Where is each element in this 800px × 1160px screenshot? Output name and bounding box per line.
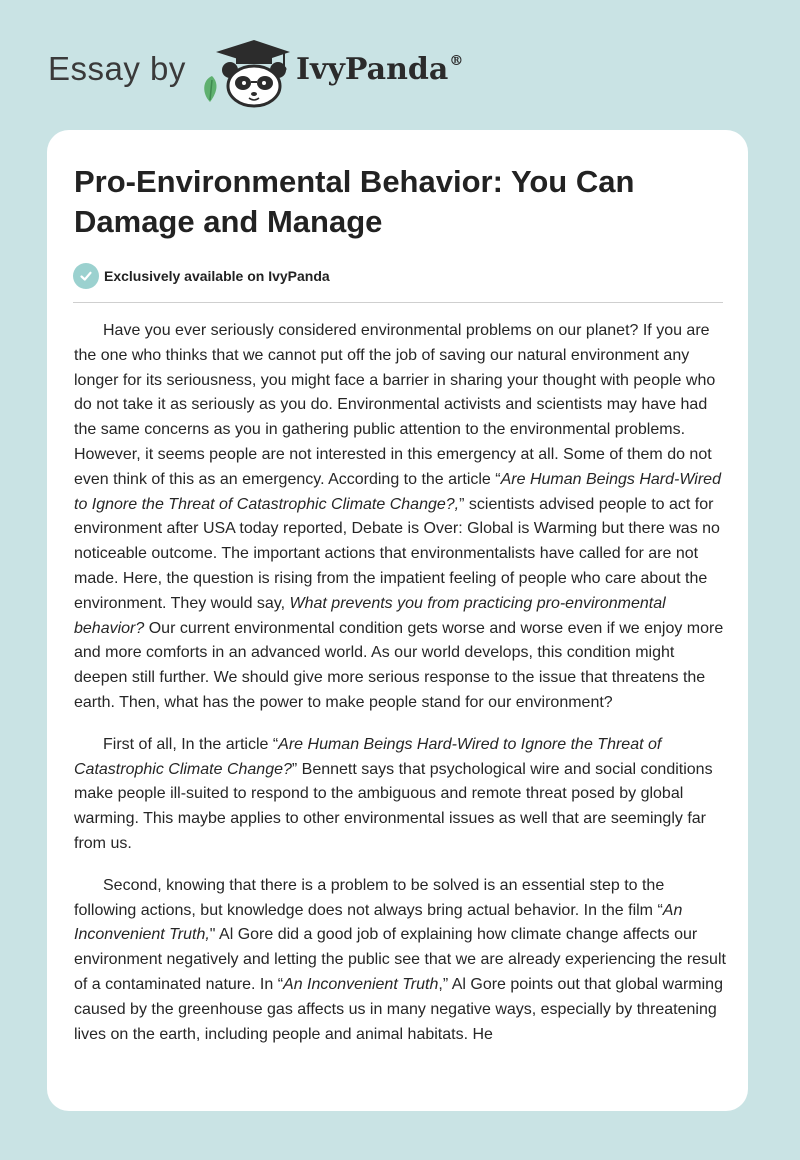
paragraph-2: First of all, In the article “Are Human Beings Hard-Wired to Ignore the Threat of Catastrophic Climate Change?” Bennett says that psychological wire and social conditions make people ill-suited to respond to the ambiguous and remote threat posed by global warming. This maybe applies to other environmental issues as well that are seemingly far from us. — [74, 735, 713, 852]
registered-mark: ® — [449, 53, 464, 69]
essay-body — [74, 319, 729, 1064]
divider — [73, 302, 723, 303]
paragraph-3: Second, knowing that there is a problem to be solved is an essential step to the following actions, but knowledge does not always bring actual behavior. In the film “An Inconvenient Truth," Al Gore did a good job of explaining how climate change affects our environment negatively and letting the public see that we are already experiencing the result of a contaminated nature. In “An Inconvenient Truth,” Al Gore points out that global warming caused by the greenhouse gas affects us in many negative ways, especially by threatening lives on the earth, including people and animal habitats. He — [74, 876, 726, 1043]
essay-title: Pro-Environmental Behavior: You Can Damage and Manage — [74, 164, 635, 239]
check-icon — [73, 263, 99, 289]
exclusive-badge — [73, 263, 330, 289]
panda-logo-icon[interactable] — [198, 36, 290, 108]
brand-prefix: Essay by — [48, 50, 186, 87]
brand-name-text: IvyPanda — [296, 52, 449, 87]
essay-card — [47, 130, 748, 1111]
exclusive-badge-text: Exclusively available on IvyPanda — [104, 268, 330, 284]
brand-name[interactable] — [296, 52, 463, 87]
brand-header — [48, 36, 468, 108]
paragraph-1: Have you ever seriously considered environmental problems on our planet? If you are the one who thinks that we cannot put off the job of saving our natural environment any longer for its seriousness, you might face a barrier in sharing your thought with people who do not take it as seriously as you do. Environmental activists and scientists may have had the same concerns as you in gathering public attention to the environmental problems. However, it seems people are not interested in this emergency at all. Some of them do not even think of this as an emergency. According to the article “Are Human Beings Hard-Wired to Ignore the Threat of Catastrophic Climate Change?,” scientists advised people to act for environment after USA today reported, Debate is Over: Global is Warming but there was no noticeable outcome. The important actions that environmentalists have called for are not made. Here, the question is rising from the impatient feeling of people who care about the environment. They would say, What prevents you from practicing pro-environmental behavior? Our current environmental condition gets worse and worse even if we enjoy more and more comforts in an advanced world. As our world develops, this condition might deepen still further. We should give more serious response to the issue that threatens the earth. Then, what has the power to make people stand for our environment? — [74, 322, 724, 711]
